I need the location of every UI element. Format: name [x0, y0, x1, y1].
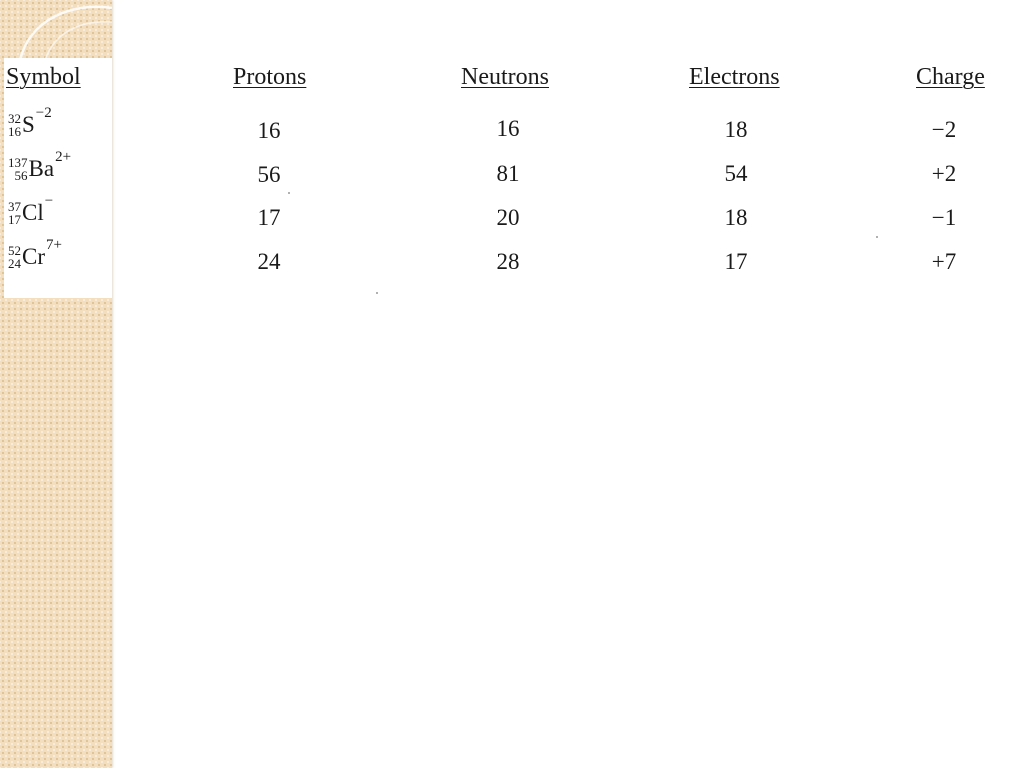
ion-charge: −2	[35, 105, 52, 122]
table-cell-electrons: 17	[724, 249, 748, 274]
atomic-number: 24	[8, 255, 21, 271]
table-cell-protons: 17	[257, 205, 281, 230]
table-cell-neutrons: 28	[496, 249, 520, 274]
element-symbol: Ba	[28, 155, 55, 181]
isotope-symbol	[8, 149, 72, 183]
mass-number: 32	[8, 110, 21, 126]
table-row-symbol	[8, 193, 54, 227]
speck-mark	[876, 236, 878, 238]
element-symbol: Cl	[22, 199, 44, 225]
table-row-symbol	[8, 149, 72, 183]
ion-charge: −	[44, 193, 54, 210]
mass-number: 137	[8, 154, 28, 170]
table-cell-charge: +2	[931, 161, 957, 186]
table-cell-neutrons: 81	[496, 161, 520, 186]
ion-charge: 7+	[46, 237, 62, 254]
table-cell-protons: 16	[257, 118, 281, 143]
corner-swirl-ornament	[0, 0, 112, 60]
element-symbol: S	[22, 111, 35, 137]
header-charge: Charge	[916, 64, 985, 90]
ion-charge: 2+	[55, 149, 72, 166]
table-cell-charge: −1	[931, 205, 957, 230]
element-symbol: Cr	[22, 243, 45, 269]
table-row-symbol	[8, 105, 52, 139]
mass-number: 52	[8, 242, 21, 258]
isotope-symbol	[8, 193, 54, 227]
table-cell-electrons: 54	[724, 161, 748, 186]
atomic-number: 17	[8, 211, 21, 227]
atomic-number: 16	[8, 123, 21, 139]
header-electrons: Electrons	[689, 64, 780, 90]
table-cell-neutrons: 16	[496, 116, 520, 141]
isotope-symbol	[8, 237, 62, 271]
table-cell-electrons: 18	[724, 205, 748, 230]
speck-mark	[288, 192, 290, 194]
table-cell-charge: +7	[931, 249, 957, 274]
speck-mark	[376, 292, 378, 294]
header-symbol: Symbol	[6, 64, 81, 90]
isotope-symbol	[8, 105, 52, 139]
atomic-number: 56	[14, 167, 28, 183]
table-cell-charge: −2	[931, 117, 957, 142]
header-protons: Protons	[233, 64, 307, 90]
table-cell-protons: 24	[257, 249, 281, 274]
header-neutrons: Neutrons	[461, 64, 549, 90]
isotope-table	[0, 58, 1024, 298]
table-cell-electrons: 18	[724, 117, 748, 142]
table-cell-protons: 56	[257, 162, 281, 187]
table-row-symbol	[8, 237, 62, 271]
table-cell-neutrons: 20	[496, 205, 520, 230]
mass-number: 37	[8, 198, 21, 214]
